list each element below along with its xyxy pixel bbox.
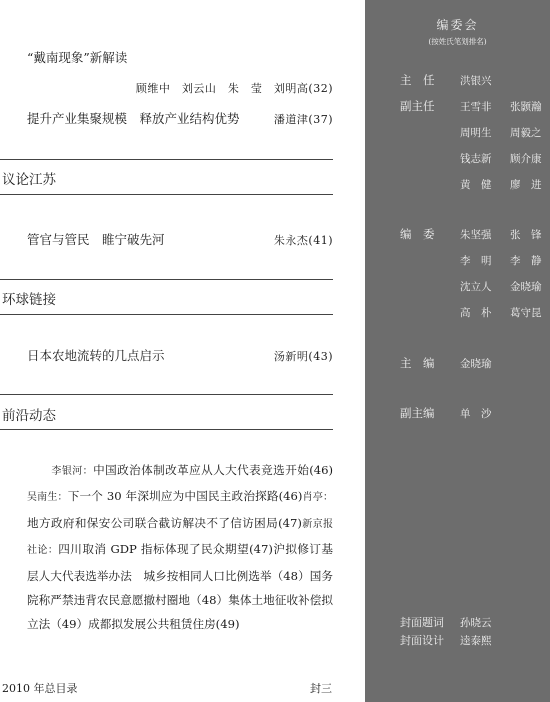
section-divider <box>0 429 333 430</box>
board-title: 编委会 <box>436 18 479 32</box>
toc-entry-title[interactable]: 提升产业集聚规模 释放产业结构优势 <box>27 111 240 126</box>
board-role: 主 任 <box>400 73 435 87</box>
board-names <box>460 253 550 268</box>
board-names <box>460 279 550 294</box>
board-names <box>460 73 510 88</box>
board-member: 李 明 <box>460 255 492 267</box>
board-role: 编 委 <box>400 227 435 241</box>
news-digest <box>27 458 333 637</box>
news-item[interactable]: 国务院称严禁违背农民意愿撤村圈地（48） <box>27 568 333 608</box>
section-title: 前沿动态 <box>2 408 56 424</box>
board-role: 副主任 <box>400 99 435 113</box>
news-source: 李银河： <box>51 466 94 477</box>
news-item[interactable]: 四川取消 GDP 指标体现了民众期望(47) <box>58 542 273 557</box>
board-member: 张颢瀚 <box>510 101 542 113</box>
board-subtitle: (按姓氏笔划排名) <box>428 37 487 46</box>
board-member: 金晓瑜 <box>460 358 492 370</box>
news-source: 肖亭： <box>302 492 334 504</box>
board-member: 李 静 <box>510 255 542 267</box>
board-names <box>460 305 550 320</box>
news-source: 新京报社论： <box>27 518 333 557</box>
section-divider <box>0 279 333 280</box>
board-names <box>460 227 550 242</box>
board-member: 朱坚强 <box>460 229 492 241</box>
board-member: 葛守昆 <box>510 307 542 319</box>
board-member: 高 朴 <box>460 307 492 319</box>
toc-entry-author: 汤新明(43) <box>273 350 333 363</box>
section-divider <box>0 194 333 195</box>
toc-entry-title[interactable]: 日本农地流转的几点启示 <box>27 348 165 363</box>
news-item[interactable]: 集体土地征收补偿拟立法（49） <box>27 593 333 632</box>
footer-page-label: 封三 <box>310 682 332 695</box>
section-divider <box>0 314 333 315</box>
board-member: 沈立人 <box>460 281 492 293</box>
board-role: 主 编 <box>400 356 435 370</box>
board-member: 金晓瑜 <box>510 281 542 293</box>
board-names <box>460 177 550 192</box>
toc-entry-title[interactable]: 管官与管民 睢宁破先河 <box>27 232 165 247</box>
toc-entry-title[interactable]: “戴南现象”新解读 <box>27 50 128 65</box>
credit-role: 封面设计 <box>400 634 444 647</box>
board-member: 张 锋 <box>510 229 542 241</box>
board-names <box>460 125 550 140</box>
section-divider <box>0 159 333 160</box>
board-names <box>460 99 550 114</box>
section-title: 议论江苏 <box>2 172 56 188</box>
board-member: 周毅之 <box>510 127 542 139</box>
board-member: 黄 健 <box>460 179 492 191</box>
editorial-board-panel <box>365 0 550 702</box>
toc-entry-author: 朱永杰(41) <box>273 234 333 247</box>
board-member: 周明生 <box>460 127 492 139</box>
board-member: 顾介康 <box>510 153 542 165</box>
credit-name: 孙晓云 <box>460 617 492 629</box>
section-title: 环球链接 <box>2 292 56 308</box>
board-member: 钱志新 <box>460 153 492 165</box>
toc-entry-author: 潘道津(37) <box>273 113 333 126</box>
credit-role: 封面题词 <box>400 616 444 629</box>
news-item[interactable]: 中国政治体制改革应从人大代表竞选开始(46) <box>93 463 334 477</box>
news-item[interactable]: 下一个 30 年深圳应为中国民主政治探路(46) <box>67 489 303 504</box>
footer-index-label: 2010 年总目录 <box>2 682 78 695</box>
news-item[interactable]: 沪拟修订基层人大代表选举办法 城乡按相同人口比例选举（48） <box>27 542 333 583</box>
credit-name: 逵泰熙 <box>460 635 492 647</box>
board-names <box>460 356 510 371</box>
news-item[interactable]: 地方政府和保安公司联合截访解决不了信访困局(47) <box>27 515 302 530</box>
toc-entry-author: 顾维中 刘云山 朱 莹 刘明高(32) <box>135 82 333 95</box>
board-member: 王雪非 <box>460 101 492 113</box>
section-divider <box>0 394 333 395</box>
board-member: 洪银兴 <box>460 75 492 87</box>
board-member: 廖 进 <box>510 179 542 191</box>
board-names <box>460 406 510 421</box>
board-member: 单 沙 <box>460 408 492 420</box>
news-item[interactable]: 成都拟发展公共租赁住房(49) <box>88 617 240 632</box>
news-source: 吴南生： <box>27 492 68 504</box>
board-role: 副主编 <box>400 406 435 420</box>
board-names <box>460 151 550 166</box>
